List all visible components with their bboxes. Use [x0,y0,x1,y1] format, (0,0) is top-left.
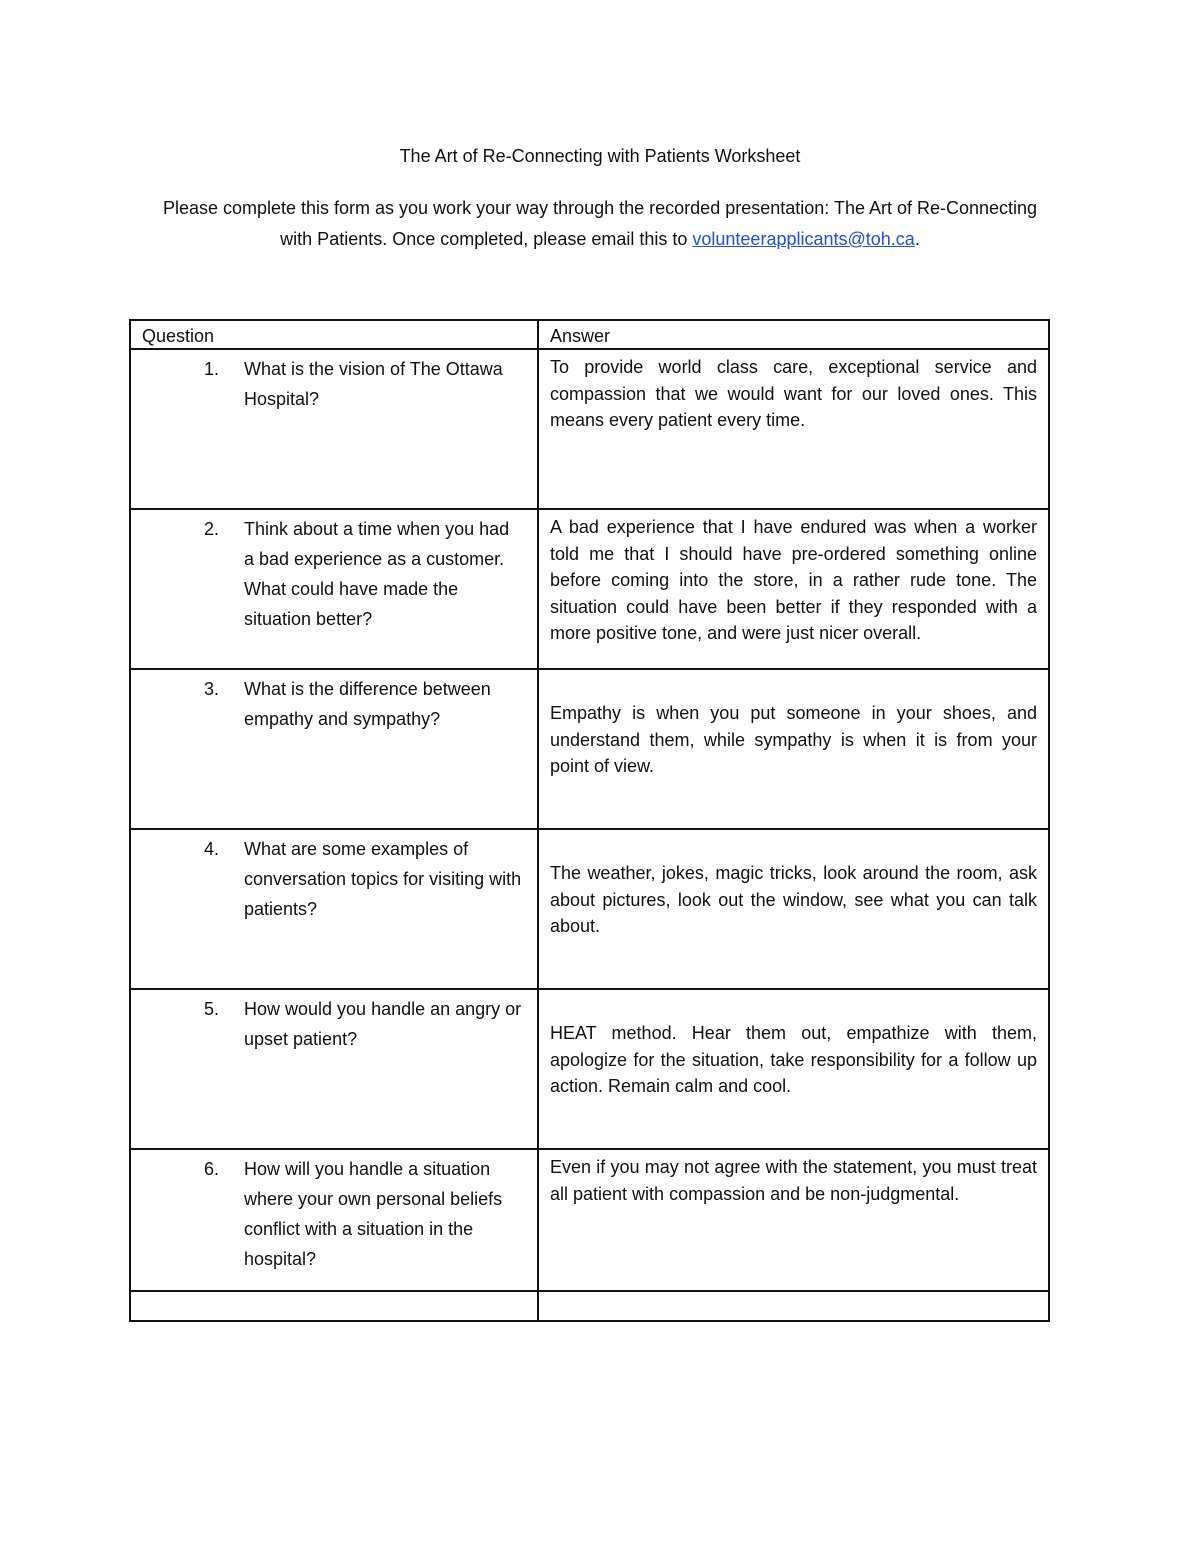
question-text: How would you handle an angry or upset patient? [244,999,522,1049]
answer-text: A bad experience that I have endured was when a worker told me that I should have pre-ordered something online before coming into the store, in a rather rude tone. The situation could have been better if they responded with a more positive tone, and were just nicer overall. [550,517,1037,643]
empty-question-cell[interactable] [130,1291,538,1321]
email-link[interactable]: volunteerapplicants@toh.ca [692,229,915,249]
answer-column-header: Answer [538,320,1049,349]
table-row [130,349,1049,509]
question-column-header: Question [130,320,538,349]
table-row [130,1149,1049,1291]
question-cell [130,989,538,1149]
worksheet-table [129,319,1050,1322]
question-text: What is the difference between empathy and sympathy? [244,679,491,729]
question-cell [130,829,538,989]
intro-paragraph [150,193,1050,255]
document-title: The Art of Re-Connecting with Patients Worksheet [399,146,801,166]
answer-text: To provide world class care, exceptional service and compassion that we would want for our loved ones. This means every patient every time. [550,357,1037,430]
table-row [130,509,1049,669]
question-text: What is the vision of The Ottawa Hospital? [244,359,503,409]
empty-table-row [130,1291,1049,1321]
answer-text: HEAT method. Hear them out, empathize with them, apologize for the situation, take responsibility for a follow up action. Remain calm and cool. [550,1023,1037,1096]
answer-cell[interactable] [538,989,1049,1149]
answer-cell[interactable] [538,349,1049,509]
table-row [130,669,1049,829]
question-number: 1. [204,359,220,379]
question-text: What are some examples of conversation topics for visiting with patients? [244,839,522,919]
answer-text: Empathy is when you put someone in your shoes, and understand them, while sympathy is when it is from your point of view. [550,703,1037,776]
answer-text: The weather, jokes, magic tricks, look around the room, ask about pictures, look out the window, see what you can talk about. [550,863,1037,936]
intro-end: . [914,229,920,249]
answer-cell[interactable] [538,509,1049,669]
answer-cell[interactable] [538,669,1049,829]
intro-text: Please complete this form as you work your way through the recorded presentation: The Art of Re-Connecting with Patients. Once completed, please email this to [162,198,1038,249]
question-text: Think about a time when you had a bad experience as a customer. What could have made the situation better? [244,519,510,629]
empty-answer-cell[interactable] [538,1291,1049,1321]
answer-cell[interactable] [538,1149,1049,1291]
question-cell [130,509,538,669]
question-number: 3. [204,679,220,699]
table-header-row [130,320,1049,349]
question-number: 6. [204,1159,220,1179]
answer-text: Even if you may not agree with the statement, you must treat all patient with compassion and be non-judgmental. [550,1157,1037,1204]
question-number: 2. [204,519,220,539]
table-row [130,989,1049,1149]
table-row [130,829,1049,989]
answer-cell[interactable] [538,829,1049,989]
question-cell [130,1149,538,1291]
question-text: How will you handle a situation where your own personal beliefs conflict with a situation in the hospital? [244,1159,503,1269]
question-number: 5. [204,999,220,1019]
question-cell [130,349,538,509]
question-number: 4. [204,839,220,859]
question-cell [130,669,538,829]
